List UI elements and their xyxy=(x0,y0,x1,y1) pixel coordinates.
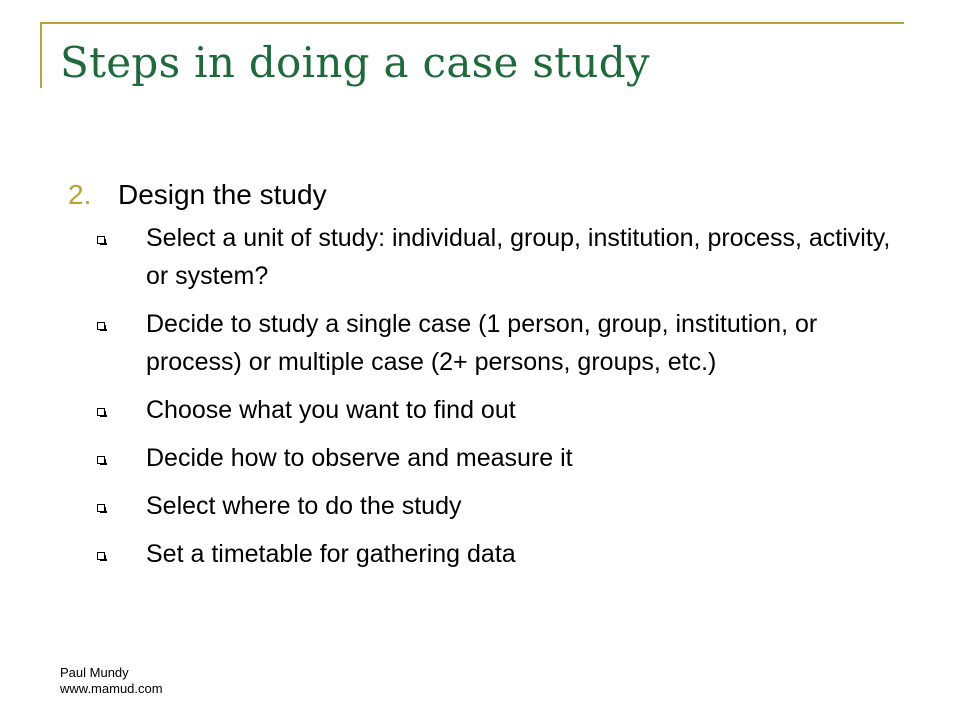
hollow-square-bullet-icon xyxy=(97,236,105,244)
bullet-item xyxy=(68,487,908,525)
frame-top-line xyxy=(40,22,904,24)
hollow-square-bullet-icon xyxy=(97,408,105,416)
bullet-item xyxy=(68,391,908,429)
footer-author: Paul Mundy xyxy=(60,665,129,680)
hollow-square-bullet-icon xyxy=(97,456,105,464)
slide-title: Steps in doing a case study xyxy=(60,38,650,87)
footer-website: www.mamud.com xyxy=(60,681,163,696)
bullet-item xyxy=(68,305,908,381)
frame-left-line xyxy=(40,22,42,88)
step-number: 2. xyxy=(68,179,92,210)
bullet-list xyxy=(68,219,908,573)
step-heading: Design the study xyxy=(118,179,327,210)
bullet-text: Select a unit of study: individual, group, institution, process, activity, or system? xyxy=(146,224,891,290)
bullet-text: Choose what you want to find out xyxy=(146,396,516,424)
slide-footer xyxy=(60,665,163,697)
bullet-text: Decide to study a single case (1 person, group, institution, or process) or multiple case (2+ persons, groups, etc.) xyxy=(146,310,818,376)
bullet-text: Set a timetable for gathering data xyxy=(146,540,516,568)
hollow-square-bullet-icon xyxy=(97,504,105,512)
bullet-item xyxy=(68,535,908,573)
step-item xyxy=(68,175,908,215)
bullet-text: Decide how to observe and measure it xyxy=(146,444,573,472)
bullet-text: Select where to do the study xyxy=(146,492,462,520)
slide-content xyxy=(68,175,908,583)
hollow-square-bullet-icon xyxy=(97,552,105,560)
bullet-item xyxy=(68,439,908,477)
hollow-square-bullet-icon xyxy=(97,322,105,330)
bullet-item xyxy=(68,219,908,295)
